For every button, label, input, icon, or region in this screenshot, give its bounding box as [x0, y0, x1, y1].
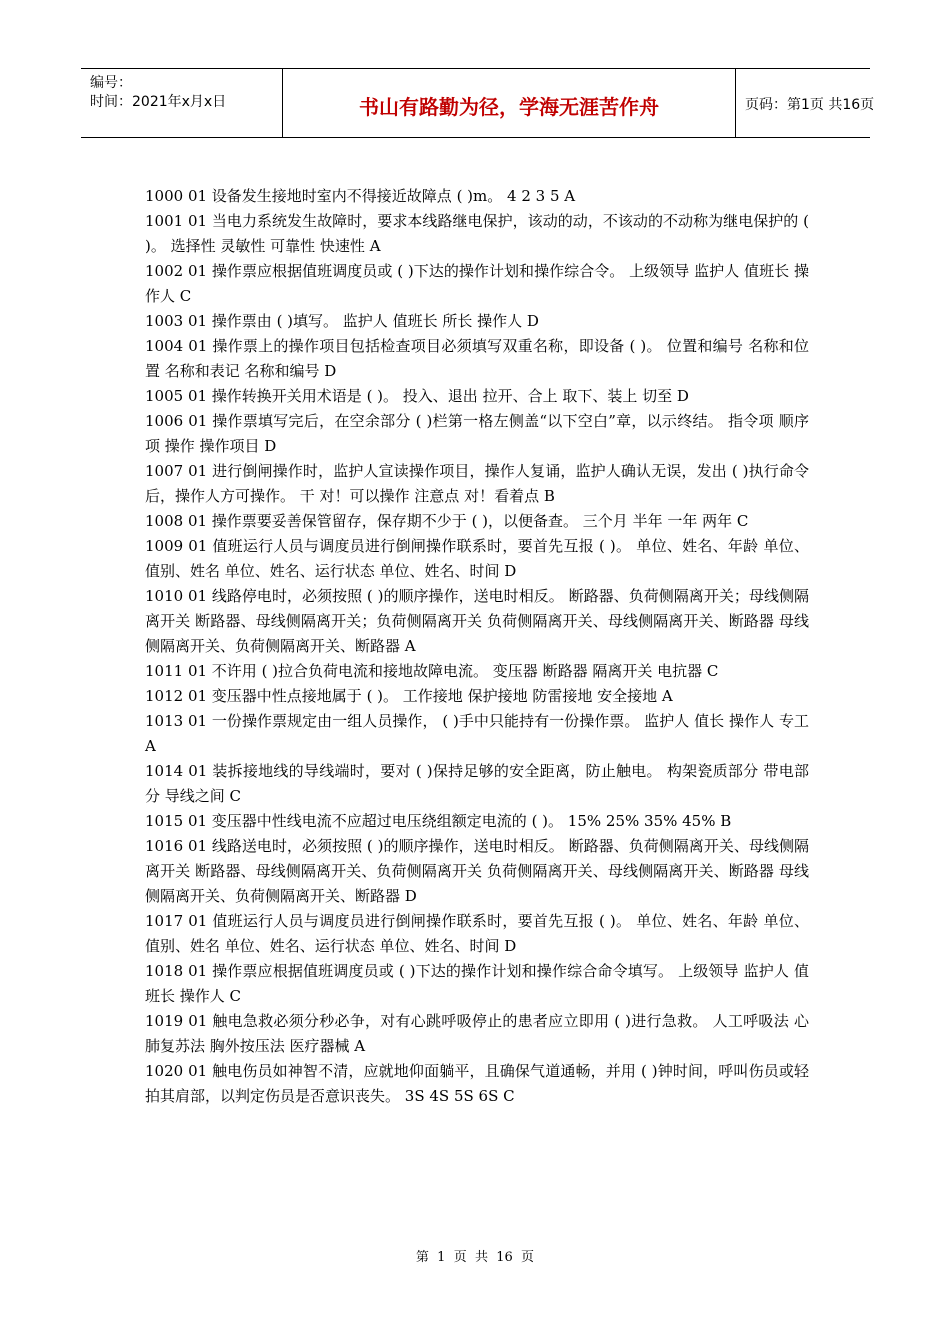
question-item: 1009 01 值班运行人员与调度员进行倒闸操作联系时，要首先互报 ( )。 单位、姓名、年龄 单位、值别、姓名 单位、姓名、运行状态 单位、姓名、时间 D	[145, 537, 809, 580]
header-info-cell	[81, 69, 283, 137]
question-item: 1014 01 装拆接地线的导线端时，要对 ( )保持足够的安全距离，防止触电。 构架瓷质部分 带电部分 导线之间 C	[145, 762, 809, 805]
question-item: 1002 01 操作票应根据值班调度员或 ( )下达的操作计划和操作综合令。 上级领导 监护人 值班长 操作人 C	[145, 262, 809, 305]
header-page-info: 页码：第1页 共16页	[745, 97, 875, 113]
document-time-label: 时间：2021年x月x日	[90, 94, 227, 110]
question-item: 1020 01 触电伤员如神智不清，应就地仰面躺平，且确保气道通畅，并用 ( )钟时间，呼叫伤员或轻拍其肩部，以判定伤员是否意识丧失。 3S 4S 5S 6S C	[145, 1062, 809, 1105]
question-item: 1010 01 线路停电时，必须按照 ( )的顺序操作，送电时相反。 断路器、负荷侧隔离开关；母线侧隔离开关 断路器、母线侧隔离开关；负荷侧隔离开关 负荷侧隔离开关、母线侧隔离开关、断路器 母线侧隔离开关、负荷侧隔离开关、断路器 A	[145, 587, 809, 655]
page-header	[81, 68, 875, 138]
question-item: 1000 01 设备发生接地时室内不得接近故障点 ( )m。 4 2 3 5 A	[145, 187, 576, 205]
question-item: 1016 01 线路送电时，必须按照 ( )的顺序操作，送电时相反。 断路器、负荷侧隔离开关、母线侧隔离开关 断路器、母线侧隔离开关、负荷侧隔离开关 负荷侧隔离开关、母线侧隔离开关、断路器 母线侧隔离开关、负荷侧隔离开关、断路器 D	[145, 837, 809, 905]
question-item: 1007 01 进行倒闸操作时，监护人宣读操作项目，操作人复诵，监护人确认无误，发出 ( )执行命令后，操作人方可操作。 干 对！可以操作 注意点 对！看着点 B	[145, 462, 809, 505]
question-item: 1012 01 变压器中性点接地属于 ( )。 工作接地 保护接地 防雷接地 安全接地 A	[145, 687, 673, 705]
page-footer: 第 1 页 共 16 页	[415, 1250, 535, 1265]
question-item: 1015 01 变压器中性线电流不应超过电压绕组额定电流的 ( )。 15% 25% 35% 45% B	[145, 812, 732, 830]
document-number-label: 编号：	[90, 75, 132, 91]
question-item: 1011 01 不许用 ( )拉合负荷电流和接地故障电流。 变压器 断路器 隔离开关 电抗器 C	[145, 662, 719, 680]
question-item: 1006 01 操作票填写完后，在空余部分 ( )栏第一格左侧盖“以下空白”章，以示终结。 指令项 顺序项 操作 操作项目 D	[145, 412, 809, 455]
question-item: 1008 01 操作票要妥善保管留存，保存期不少于 ( )，以便备查。 三个月 半年 一年 两年 C	[145, 512, 749, 530]
question-item: 1018 01 操作票应根据值班调度员或 ( )下达的操作计划和操作综合命令填写。 上级领导 监护人 值班长 操作人 C	[145, 962, 809, 1005]
question-item: 1004 01 操作票上的操作项目包括检查项目必须填写双重名称，即设备 ( )。 位置和编号 名称和位置 名称和表记 名称和编号 D	[145, 337, 809, 380]
question-item: 1001 01 当电力系统发生故障时，要求本线路继电保护，该动的动，不该动的不动称为继电保护的 ( )。 选择性 灵敏性 可靠性 快速性 A	[145, 212, 809, 255]
question-item: 1019 01 触电急救必须分秒必争，对有心跳呼吸停止的患者应立即用 ( )进行急救。 人工呼吸法 心肺复苏法 胸外按压法 医疗器械 A	[145, 1012, 809, 1055]
question-item: 1005 01 操作转换开关用术语是 ( )。 投入、退出 拉开、合上 取下、装上 切至 D	[145, 387, 689, 405]
question-item: 1017 01 值班运行人员与调度员进行倒闸操作联系时，要首先互报 ( )。 单位、姓名、年龄 单位、值别、姓名 单位、姓名、运行状态 单位、姓名、时间 D	[145, 912, 809, 955]
header-motto: 书山有路勤为径，学海无涯苦作舟	[359, 95, 659, 119]
header-motto-cell	[283, 69, 736, 137]
header-page-cell	[736, 69, 875, 137]
question-item: 1003 01 操作票由 ( )填写。 监护人 值班长 所长 操作人 D	[145, 312, 539, 330]
question-item: 1013 01 一份操作票规定由一组人员操作， ( )手中只能持有一份操作票。 监护人 值长 操作人 专工 A	[145, 712, 809, 755]
question-list	[145, 184, 809, 1109]
